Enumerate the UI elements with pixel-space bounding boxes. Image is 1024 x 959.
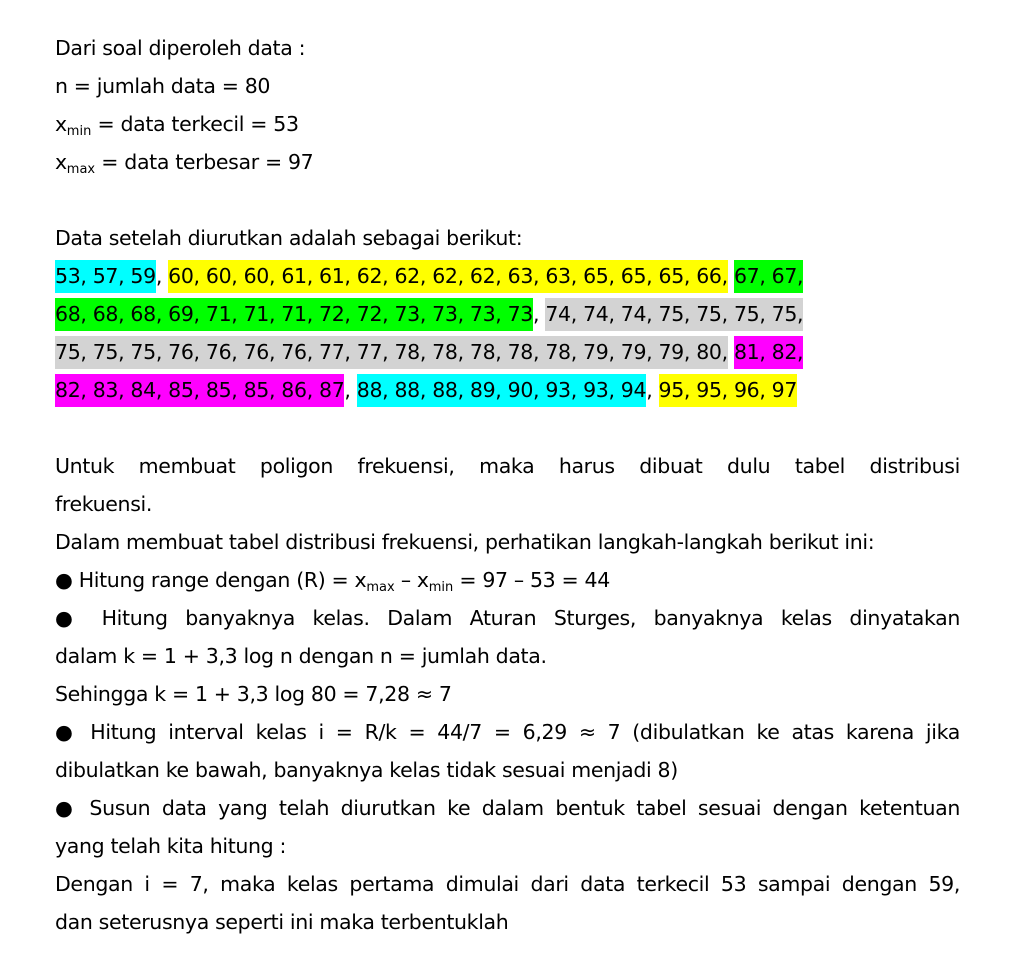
intro-heading: Dari soal diperoleh data : <box>55 36 306 60</box>
range-subscript-min: min <box>428 580 454 595</box>
highlighted-data-group: 74, 74, 74, 75, 75, 75, 75, <box>545 298 803 331</box>
xmin-line <box>55 105 960 143</box>
separator: , <box>533 302 546 326</box>
separator <box>728 340 734 364</box>
interval-line-2: dibulatkan ke bawah, banyaknya kelas tidak sesuai menjadi 8) <box>55 758 678 782</box>
xmax-line <box>55 143 960 181</box>
paragraph-1-line-1: Untuk membuat poligon frekuensi, maka harus dibuat dulu tabel distribusi <box>55 454 960 478</box>
dengan-line-2: dan seterusnya seperti ini maka terbentuklah <box>55 910 509 934</box>
bullet-icon: ● <box>55 720 79 744</box>
range-subscript-max: max <box>366 580 395 595</box>
separator: , <box>646 378 659 402</box>
xmin-var: x <box>55 112 67 136</box>
highlighted-data-group: 81, 82, <box>734 336 803 369</box>
highlighted-data-group: 60, 60, 60, 61, 61, 62, 62, 62, 62, 63, 63, 65, 65, 65, 66, <box>168 260 728 293</box>
spacer <box>55 409 960 447</box>
kelas-line-2: dalam k = 1 + 3,3 log n dengan n = jumlah data. <box>55 644 547 668</box>
susun-line-2: yang telah kita hitung : <box>55 834 287 858</box>
highlighted-data-group: 75, 75, 75, 76, 76, 76, 76, 77, 77, 78, 78, 78, 78, 78, 79, 79, 79, 80, <box>55 336 728 369</box>
range-text-a: Hitung range dengan (R) = x <box>72 568 367 592</box>
sorted-data-line <box>55 371 960 409</box>
bullet-interval-line-1 <box>55 713 960 751</box>
sorted-heading: Data setelah diurutkan adalah sebagai berikut: <box>55 226 523 250</box>
highlighted-data-group: 82, 83, 84, 85, 85, 85, 86, 87 <box>55 374 344 407</box>
bullet-range <box>55 561 960 599</box>
xmax-var: x <box>55 150 67 174</box>
sorted-data-block <box>55 257 960 409</box>
highlighted-data-group: 88, 88, 88, 89, 90, 93, 93, 94 <box>357 374 646 407</box>
xmin-text: = data terkecil = 53 <box>91 112 299 136</box>
separator: , <box>155 264 169 288</box>
sorted-data-line <box>55 295 960 333</box>
sorted-data-line <box>55 333 960 371</box>
xmin-subscript: min <box>66 124 92 139</box>
range-text-c: = 97 – 53 = 44 <box>453 568 610 592</box>
sehingga-line: Sehingga k = 1 + 3,3 log 80 = 7,28 ≈ 7 <box>55 682 452 706</box>
kelas-text: Hitung banyaknya kelas. Dalam Aturan Sturges, banyaknya kelas dinyatakan <box>101 606 960 630</box>
xmax-text: = data terbesar = 97 <box>95 150 314 174</box>
range-text-b: – x <box>394 568 429 592</box>
dengan-line-1: Dengan i = 7, maka kelas pertama dimulai dari data terkecil 53 sampai dengan 59, <box>55 872 960 896</box>
bullet-susun-line-1 <box>55 789 960 827</box>
susun-text: Susun data yang telah diurutkan ke dalam bentuk tabel sesuai dengan ketentuan <box>89 796 960 820</box>
bullet-icon: ● <box>55 568 73 592</box>
bullet-icon: ● <box>55 606 84 630</box>
highlighted-data-group: 67, 67, <box>734 260 803 293</box>
highlighted-data-group: 95, 95, 96, 97 <box>659 374 798 407</box>
document-page <box>55 29 960 941</box>
xmax-subscript: max <box>66 162 96 177</box>
paragraph-2: Dalam membuat tabel distribusi frekuensi, perhatikan langkah-langkah berikut ini: <box>55 530 875 554</box>
n-line: n = jumlah data = 80 <box>55 74 271 98</box>
bullet-kelas-line-1 <box>55 599 960 637</box>
highlighted-data-group: 53, 57, 59 <box>55 260 156 293</box>
spacer <box>55 181 960 219</box>
bullet-icon: ● <box>55 796 78 820</box>
highlighted-data-group: 68, 68, 68, 69, 71, 71, 71, 72, 72, 73, 73, 73, 73 <box>55 298 533 331</box>
paragraph-1-line-2: frekuensi. <box>55 492 153 516</box>
separator: , <box>344 378 357 402</box>
interval-text: Hitung interval kelas i = R/k = 44/7 = 6,29 ≈ 7 (dibulatkan ke atas karena jika <box>90 720 960 744</box>
sorted-data-line <box>55 257 960 295</box>
